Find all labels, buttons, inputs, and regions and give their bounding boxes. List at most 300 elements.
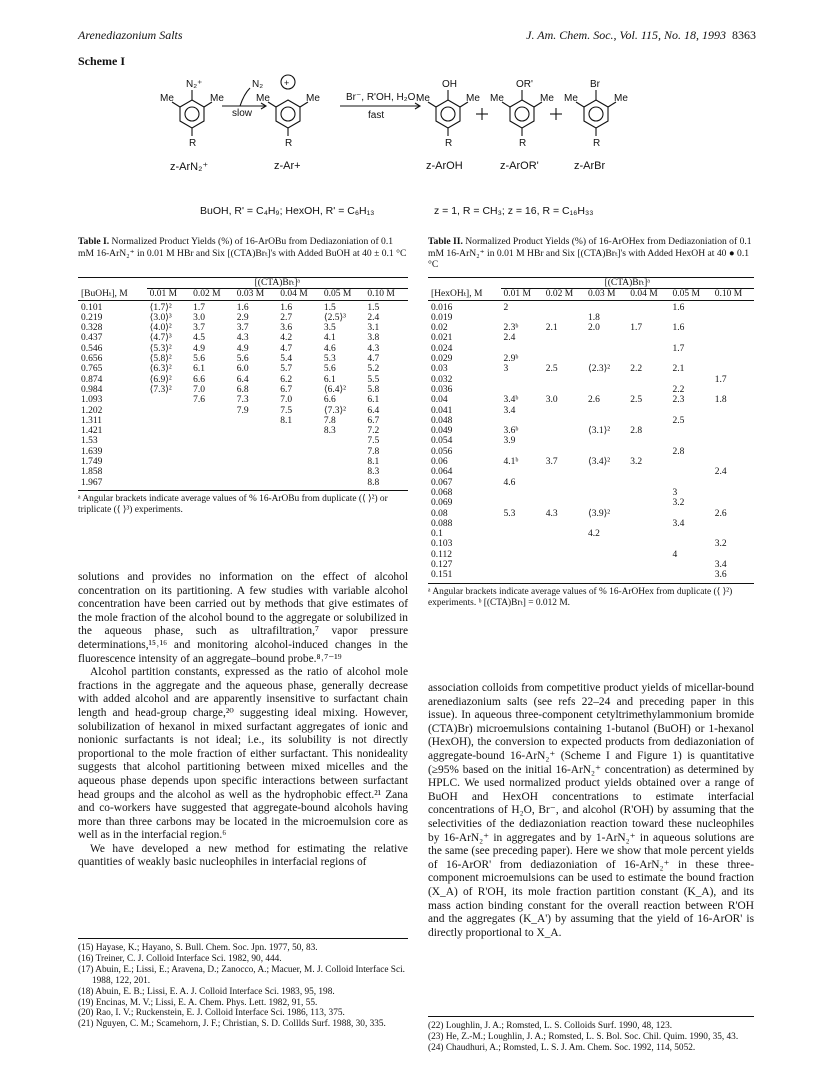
row-label-cell: 0.021 bbox=[431, 333, 453, 344]
table-row bbox=[428, 323, 754, 333]
table-cell: 3.2 bbox=[672, 498, 685, 509]
table-cell: 3.5 bbox=[323, 323, 336, 334]
table-cell bbox=[669, 333, 711, 343]
label-z-ar: z-Ar+ bbox=[274, 160, 301, 172]
table-cell: 2.2 bbox=[630, 364, 643, 375]
svg-text:Me: Me bbox=[256, 93, 270, 104]
table-cell bbox=[321, 436, 365, 446]
table-cell bbox=[669, 406, 711, 416]
row-label-cell: 0.088 bbox=[431, 518, 453, 529]
table1-row-header: [BuOHₜ], M bbox=[78, 289, 147, 300]
table-cell: 3.8 bbox=[367, 333, 380, 344]
table-cell bbox=[501, 416, 543, 426]
table-cell bbox=[627, 550, 669, 560]
table-row bbox=[428, 550, 754, 560]
table-cell bbox=[501, 560, 543, 570]
table-cell: ⟨6.3⟩² bbox=[149, 364, 172, 375]
table-cell bbox=[627, 416, 669, 426]
row-label-cell: 0.08 bbox=[431, 508, 448, 519]
reference: (15) Hayase, K.; Hayano, S. Bull. Chem. Soc. Jpn. 1977, 50, 83. bbox=[78, 943, 318, 953]
table-cell bbox=[585, 560, 627, 570]
svg-text:Me: Me bbox=[614, 93, 628, 104]
svg-text:Me: Me bbox=[210, 93, 224, 104]
table-row bbox=[78, 354, 408, 364]
table-row bbox=[428, 406, 754, 416]
table-cell bbox=[627, 344, 669, 354]
row-label-cell: 0.127 bbox=[431, 560, 453, 571]
table-cell: 6.7 bbox=[280, 384, 293, 395]
svg-text:Me: Me bbox=[564, 93, 578, 104]
table-row bbox=[428, 426, 754, 436]
row-label-cell: 1.53 bbox=[81, 436, 98, 447]
table-cell bbox=[627, 313, 669, 323]
svg-text:OR': OR' bbox=[516, 79, 533, 90]
table-cell bbox=[585, 300, 627, 313]
table-cell: 2.5 bbox=[672, 415, 685, 426]
table-cell bbox=[669, 467, 711, 477]
table-cell: 4.9 bbox=[193, 343, 206, 354]
table-cell: ⟨7.3⟩² bbox=[149, 384, 172, 395]
fast-label: fast bbox=[368, 110, 385, 121]
table-cell: 1.8 bbox=[587, 312, 600, 323]
table2-caption-text: Normalized Product Yields (%) of 16-ArOHex from Dediazoniation of 0.1 mM 16-ArN₂⁺ in 0.01 M HBr and Six [(CTA)Brₜ]'s with Added HexOH at 40 ● 0.1 °C bbox=[428, 236, 752, 270]
table2 bbox=[428, 277, 754, 609]
table-cell bbox=[543, 313, 585, 323]
table-cell: 6.6 bbox=[323, 395, 336, 406]
table-cell bbox=[627, 570, 669, 580]
row-label-cell: 0.219 bbox=[81, 312, 103, 323]
table-cell bbox=[543, 478, 585, 488]
label-z-aroh: z-ArOH bbox=[426, 160, 463, 172]
row-label-cell: 0.064 bbox=[431, 467, 453, 478]
table-row bbox=[428, 447, 754, 457]
table-cell bbox=[585, 488, 627, 498]
table-cell bbox=[712, 313, 754, 323]
table-cell bbox=[190, 416, 234, 426]
table-row bbox=[428, 333, 754, 343]
table-cell: 2.5 bbox=[630, 395, 643, 406]
paragraph: Alcohol partition constants, expressed as the ratio of alcohol mole fractions in the aggregate and the aqueous phase, generally decrease with added alcohol and are apparently insensitive to surfactant chain length and head-group charge,²⁰ suggesting ideal mixing. However, solubilization of hexanol in mixed surfactant aggregates of ionic and nonionic surfactants is not ideal; i.e., its solubility is not directly proportional to the mole fraction of either surfactant. This nonideality suggests that alcohol partitioning between mixed micelles and the aqueous phase depends upon specific interactions between surfactant head groups and the alcohol as well as the hydrophobic effect.²¹ Zana and co-workers have suggested that aggregate-bound alcohols having more than three carbons may be located in the microemulsion core as well as in the interfacial region.⁶ bbox=[78, 666, 408, 842]
table-row bbox=[78, 457, 408, 467]
table-cell: 4.1 bbox=[323, 333, 336, 344]
table-cell: 6.2 bbox=[280, 374, 293, 385]
row-label-cell: 1.749 bbox=[81, 457, 103, 468]
column-header: 0.03 M bbox=[234, 289, 278, 300]
table-cell: 8.1 bbox=[280, 415, 293, 426]
table-row bbox=[78, 447, 408, 457]
table-cell bbox=[627, 529, 669, 539]
table-cell: 2.2 bbox=[672, 384, 685, 395]
row-label-cell: 0.656 bbox=[81, 354, 103, 365]
table-cell bbox=[669, 375, 711, 385]
table-cell: 4.7 bbox=[367, 354, 380, 365]
table-cell: 7.5 bbox=[280, 405, 293, 416]
table-cell: 2.3 bbox=[672, 395, 685, 406]
table-cell bbox=[543, 385, 585, 395]
page-number: 8363 bbox=[732, 28, 756, 42]
table-cell: 6.4 bbox=[367, 405, 380, 416]
table-cell bbox=[543, 539, 585, 549]
table-cell: 4 bbox=[672, 549, 678, 560]
table-row bbox=[428, 478, 754, 488]
table-row bbox=[428, 344, 754, 354]
row-label-cell: 1.202 bbox=[81, 405, 103, 416]
table-cell: 6.0 bbox=[236, 364, 249, 375]
table-cell bbox=[543, 436, 585, 446]
table-cell bbox=[627, 488, 669, 498]
svg-text:N₂⁺: N₂⁺ bbox=[186, 79, 203, 90]
label-z-aror: z-ArOR' bbox=[500, 160, 539, 172]
row-label-cell: 0.06 bbox=[431, 457, 448, 468]
table-cell bbox=[712, 406, 754, 416]
table-cell: 2.0 bbox=[587, 323, 600, 334]
table-cell: 4.9 bbox=[236, 343, 249, 354]
row-label-cell: 0.041 bbox=[431, 405, 453, 416]
table-cell bbox=[627, 560, 669, 570]
table-cell: 1.7 bbox=[193, 302, 206, 313]
table-row bbox=[78, 406, 408, 416]
row-label-cell: 0.1 bbox=[431, 529, 443, 540]
table-cell: 5.6 bbox=[323, 364, 336, 375]
table-row bbox=[78, 323, 408, 333]
row-label-cell: 0.04 bbox=[431, 395, 448, 406]
table-cell: 3.7 bbox=[193, 323, 206, 334]
table-row bbox=[78, 333, 408, 343]
table-cell: 3.6 bbox=[280, 323, 293, 334]
table-cell bbox=[627, 509, 669, 519]
scheme-legend-right: z = 1, R = CH₃; z = 16, R = C₁₆H₃₃ bbox=[434, 205, 594, 217]
table-cell bbox=[190, 436, 234, 446]
table-cell: 2.1 bbox=[672, 364, 685, 375]
table-row bbox=[428, 560, 754, 570]
table-cell: ⟨4.7⟩³ bbox=[149, 333, 172, 344]
table-row bbox=[428, 488, 754, 498]
row-label-cell: 0.024 bbox=[431, 343, 453, 354]
svg-text:R: R bbox=[189, 138, 197, 149]
table-cell bbox=[627, 539, 669, 549]
row-label-cell: 0.036 bbox=[431, 384, 453, 395]
table-row bbox=[428, 385, 754, 395]
table-row bbox=[428, 519, 754, 529]
table-cell: 7.5 bbox=[367, 436, 380, 447]
table-cell bbox=[277, 436, 321, 446]
table-cell bbox=[277, 447, 321, 457]
table-cell bbox=[501, 467, 543, 477]
table-cell bbox=[585, 519, 627, 529]
table-cell bbox=[543, 375, 585, 385]
row-label-cell: 0.029 bbox=[431, 354, 453, 365]
table-cell: 2 bbox=[503, 302, 509, 313]
table-cell bbox=[627, 385, 669, 395]
svg-text:Me: Me bbox=[306, 93, 320, 104]
table-cell bbox=[585, 416, 627, 426]
table-cell bbox=[543, 519, 585, 529]
table-cell: ⟨6.4⟩² bbox=[323, 384, 346, 395]
table-cell bbox=[147, 457, 191, 467]
table-cell bbox=[321, 467, 365, 477]
table1-footnote: ᵃ Angular brackets indicate average values of % 16-ArOBu from duplicate (⟨ ⟩²) or triplicate (⟨ ⟩³) experiments. bbox=[78, 493, 388, 515]
table-row bbox=[428, 467, 754, 477]
row-label-cell: 0.048 bbox=[431, 415, 453, 426]
table-cell bbox=[585, 539, 627, 549]
table-cell: 2.4 bbox=[367, 312, 380, 323]
table-row bbox=[78, 375, 408, 385]
row-label-cell: 1.858 bbox=[81, 467, 103, 478]
svg-text:Me: Me bbox=[466, 93, 480, 104]
table-row bbox=[78, 426, 408, 436]
table-cell bbox=[147, 395, 191, 405]
svg-text:+: + bbox=[284, 78, 290, 88]
table-row bbox=[428, 395, 754, 405]
row-label-cell: 0.049 bbox=[431, 426, 453, 437]
row-label-cell: 0.765 bbox=[81, 364, 103, 375]
table-cell bbox=[712, 385, 754, 395]
slow-label: slow bbox=[232, 108, 253, 119]
table-cell: 3.2 bbox=[714, 539, 727, 550]
table-cell bbox=[277, 457, 321, 467]
table-row bbox=[428, 313, 754, 323]
scheme-title: Scheme I bbox=[78, 54, 125, 68]
table-cell bbox=[321, 447, 365, 457]
table-cell: 1.6 bbox=[280, 302, 293, 313]
row-label-cell: 1.421 bbox=[81, 426, 103, 437]
reference: (18) Abuin, E. B.; Lissi, E. A. J. Colloid Interface Sci. 1983, 95, 198. bbox=[78, 986, 335, 997]
table-cell bbox=[627, 447, 669, 457]
row-label-cell: 0.112 bbox=[431, 549, 453, 560]
table-row bbox=[78, 478, 408, 488]
table-cell: 6.1 bbox=[323, 374, 336, 385]
table-cell: ⟨3.0⟩³ bbox=[149, 312, 172, 323]
reference: (19) Encinas, M. V.; Lissi, E. A. Chem. Phys. Lett. 1982, 91, 55. bbox=[78, 997, 318, 1008]
row-label-cell: 0.101 bbox=[81, 302, 103, 313]
table-cell: 2.6 bbox=[587, 395, 600, 406]
row-label-cell: 0.874 bbox=[81, 374, 103, 385]
row-label-cell: 0.437 bbox=[81, 333, 103, 344]
table-row bbox=[428, 570, 754, 580]
table-cell bbox=[147, 416, 191, 426]
table-row bbox=[428, 539, 754, 549]
table-cell: 4.5 bbox=[193, 333, 206, 344]
reference: (21) Nguyen, C. M.; Scamehorn, J. F.; Christian, S. D. Colllds Surf. 1988, 30, 335. bbox=[78, 1019, 386, 1030]
table-cell bbox=[543, 570, 585, 580]
table-cell bbox=[712, 478, 754, 488]
table-cell bbox=[501, 539, 543, 549]
table-cell bbox=[190, 447, 234, 457]
table2-label: Table II. bbox=[428, 236, 463, 247]
svg-text:R: R bbox=[593, 138, 601, 149]
row-label-cell: 0.019 bbox=[431, 312, 453, 323]
table-cell: 5.5 bbox=[367, 374, 380, 385]
table-row bbox=[428, 300, 754, 313]
table-cell bbox=[712, 344, 754, 354]
table1-caption bbox=[78, 236, 408, 259]
reaction-scheme bbox=[160, 68, 690, 188]
table-cell bbox=[712, 529, 754, 539]
table-cell bbox=[190, 426, 234, 436]
svg-text:R: R bbox=[445, 138, 453, 149]
table-cell bbox=[543, 426, 585, 436]
svg-text:Me: Me bbox=[490, 93, 504, 104]
table-row bbox=[78, 385, 408, 395]
table-cell bbox=[190, 406, 234, 416]
table2-caption bbox=[428, 236, 754, 271]
table-cell bbox=[669, 426, 711, 436]
table-cell: 5.7 bbox=[280, 364, 293, 375]
row-label-cell: 0.067 bbox=[431, 477, 453, 488]
table-cell bbox=[669, 560, 711, 570]
table-cell bbox=[190, 457, 234, 467]
table-cell: 3.4ᵇ bbox=[503, 395, 519, 406]
row-label-cell: 0.02 bbox=[431, 323, 448, 334]
label-z-arn2: z-ArN₂⁺ bbox=[170, 161, 209, 173]
paragraph: We have developed a new method for estimating the relative quantities of weakly basic nucleophiles in interfacial regions of bbox=[78, 842, 408, 869]
svg-text:N₂: N₂ bbox=[252, 79, 264, 90]
table-row bbox=[428, 436, 754, 446]
row-label-cell: 0.103 bbox=[431, 539, 453, 550]
table-cell bbox=[627, 300, 669, 313]
table-cell: 1.6 bbox=[672, 323, 685, 334]
table-row bbox=[78, 313, 408, 323]
table-row bbox=[428, 509, 754, 519]
table-cell bbox=[234, 436, 278, 446]
table-cell: ⟨1.7⟩² bbox=[149, 302, 172, 313]
table-cell bbox=[543, 498, 585, 508]
table-cell bbox=[190, 467, 234, 477]
table-cell bbox=[501, 519, 543, 529]
table-cell: 2.7 bbox=[280, 312, 293, 323]
table-cell bbox=[712, 498, 754, 508]
reference: (20) Rao, I. V.; Ruckenstein, E. J. Colloid Interface Sci. 1986, 113, 375. bbox=[78, 1008, 345, 1019]
table-cell: ⟨4.0⟩² bbox=[149, 323, 172, 334]
table-cell bbox=[627, 375, 669, 385]
table-row bbox=[78, 467, 408, 477]
table-cell bbox=[585, 344, 627, 354]
table-cell bbox=[234, 457, 278, 467]
table-cell: 1.8 bbox=[714, 395, 727, 406]
table-cell: 3.7 bbox=[236, 323, 249, 334]
table-row bbox=[428, 364, 754, 374]
table-cell: 8.1 bbox=[367, 457, 380, 468]
table-cell: 7.0 bbox=[280, 395, 293, 406]
table-cell bbox=[712, 550, 754, 560]
table-cell: 2.8 bbox=[672, 446, 685, 457]
table-cell: 2.9ᵇ bbox=[503, 354, 519, 365]
table-cell: 4.3 bbox=[236, 333, 249, 344]
table1-grid bbox=[78, 277, 408, 488]
table-cell bbox=[712, 519, 754, 529]
table-cell: 1.7 bbox=[714, 374, 727, 385]
table-row bbox=[78, 364, 408, 374]
table-cell bbox=[234, 478, 278, 488]
table-cell: 2.8 bbox=[630, 426, 643, 437]
table-cell: 7.9 bbox=[236, 405, 249, 416]
table-cell: 2.9 bbox=[236, 312, 249, 323]
table-cell bbox=[669, 509, 711, 519]
table-cell: 7.8 bbox=[367, 446, 380, 457]
table-cell bbox=[501, 375, 543, 385]
reference: (22) Loughlin, J. A.; Romsted, L. S. Colloids Surf. 1990, 48, 123. bbox=[428, 1021, 673, 1031]
table-row bbox=[428, 354, 754, 364]
table-cell: 4.2 bbox=[280, 333, 293, 344]
table-cell bbox=[147, 447, 191, 457]
journal-citation: J. Am. Chem. Soc., Vol. 115, No. 18, 1993 bbox=[526, 28, 726, 42]
table-cell: 4.3 bbox=[367, 343, 380, 354]
table-cell bbox=[627, 333, 669, 343]
table-cell: 4.7 bbox=[280, 343, 293, 354]
column-header: 0.10 M bbox=[712, 289, 754, 300]
reference: (17) Abuin, E.; Lissi, E.; Aravena, D.; Zanocco, A.; Macuer, M. J. Colloid Interface Sci. 1988, 122, 201. bbox=[78, 964, 406, 986]
table2-group-header: [(CTA)Brₜ]ᵃ bbox=[501, 278, 754, 289]
table-cell bbox=[585, 550, 627, 560]
table-cell: 7.6 bbox=[193, 395, 206, 406]
table-cell: 8.3 bbox=[367, 467, 380, 478]
table1-group-header: [(CTA)Brₜ]ᵃ bbox=[147, 278, 408, 289]
table-cell bbox=[190, 478, 234, 488]
table-cell: 3.4 bbox=[503, 405, 516, 416]
table-cell bbox=[277, 467, 321, 477]
table-cell: 1.6 bbox=[672, 302, 685, 313]
table-cell: ⟨2.3⟩² bbox=[587, 364, 611, 375]
table-cell bbox=[147, 406, 191, 416]
table-cell: 3.2 bbox=[630, 457, 643, 468]
table-cell bbox=[669, 478, 711, 488]
row-label-cell: 0.328 bbox=[81, 323, 103, 334]
row-label-cell: 0.151 bbox=[431, 570, 453, 581]
table-cell: 6.8 bbox=[236, 384, 249, 395]
reagents-label: Br⁻, R'OH, H₂O bbox=[346, 92, 416, 103]
row-label-cell: 0.016 bbox=[431, 302, 453, 313]
table-row bbox=[428, 498, 754, 508]
table-cell: 3.1 bbox=[367, 323, 380, 334]
column-header: 0.04 M bbox=[277, 289, 321, 300]
left-references bbox=[78, 938, 408, 1030]
row-label-cell: 0.03 bbox=[431, 364, 448, 375]
table-cell: 1.5 bbox=[367, 302, 380, 313]
table-cell: 3.6ᵇ bbox=[503, 426, 519, 437]
table-cell: 6.1 bbox=[193, 364, 206, 375]
table-cell bbox=[585, 406, 627, 416]
table-cell bbox=[669, 539, 711, 549]
table1 bbox=[78, 277, 408, 516]
table-cell bbox=[543, 550, 585, 560]
table-cell bbox=[321, 457, 365, 467]
table-cell: 5.2 bbox=[367, 364, 380, 375]
table-cell: 4.2 bbox=[587, 529, 600, 540]
table-cell bbox=[321, 478, 365, 488]
left-column-text bbox=[78, 571, 408, 870]
table-cell bbox=[501, 529, 543, 539]
table-cell: 3.4 bbox=[714, 560, 727, 571]
row-label-cell: 0.546 bbox=[81, 343, 103, 354]
table-cell bbox=[627, 519, 669, 529]
table-cell bbox=[585, 436, 627, 446]
table-cell bbox=[234, 416, 278, 426]
table-row bbox=[428, 529, 754, 539]
row-label-cell: 1.093 bbox=[81, 395, 103, 406]
table-cell: ⟨2.5⟩³ bbox=[323, 312, 346, 323]
table-cell bbox=[585, 498, 627, 508]
table-cell: 4.1ᵇ bbox=[503, 457, 519, 468]
table-cell bbox=[669, 313, 711, 323]
running-header-left: Arenediazonium Salts bbox=[78, 28, 183, 42]
table-cell: ⟨3.9⟩² bbox=[587, 508, 611, 519]
column-header: 0.01 M bbox=[147, 289, 191, 300]
table-row bbox=[428, 457, 754, 467]
table-cell: 8.3 bbox=[323, 426, 336, 437]
table-cell bbox=[234, 426, 278, 436]
row-label-cell: 0.069 bbox=[431, 498, 453, 509]
table-cell bbox=[501, 550, 543, 560]
